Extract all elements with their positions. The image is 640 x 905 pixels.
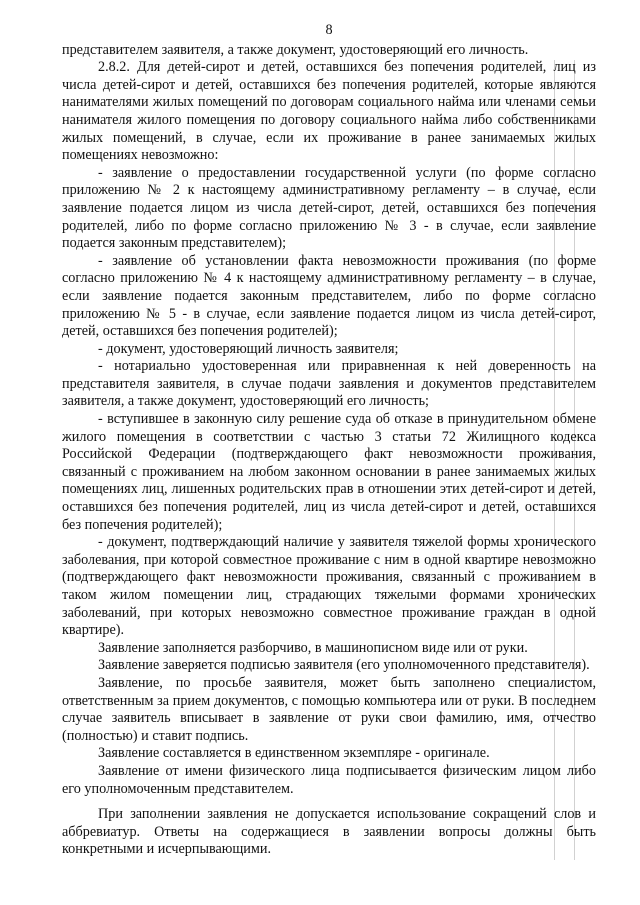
paragraph: - вступившее в законную силу решение суда об отказе в принудительном обмене жилого помещения в соответствии с частью 3 статьи 72 Жилищного кодекса Российской Федерации (подтверждающего факт невозможности проживания, связанный с проживанием на любом законном основании в ранее занимаемых жилых помещениях лиц, лишенных родительских прав в отношении этих детей-сирот и детей, оставшихся без попечения родителей, лиц из числа детей-сирот и детей, оставшихся без попечения родителей); bbox=[62, 411, 596, 533]
paragraph: представителем заявителя, а также документ, удостоверяющий его личность. bbox=[62, 41, 529, 58]
paragraph: - документ, подтверждающий наличие у заявителя тяжелой формы хронического заболевания, при которой совместное проживание с ним в одной квартире невозможно (подтверждающего факт невозможности проживания, связанный с проживанием в таком жилом помещении лиц, страдающих тяжелыми формами хронических заболеваний, при которых невозможно совместное проживание граждан в одной квартире). bbox=[62, 534, 596, 639]
paragraph: При заполнении заявления не допускается использование сокращений слов и аббревиатур. Ответы на содержащиеся в заявлении вопросы должны быть конкретными и исчерпывающими. bbox=[62, 806, 596, 858]
document-body bbox=[62, 42, 596, 859]
page-number: 8 bbox=[325, 22, 333, 38]
paragraph: 2.8.2. Для детей-сирот и детей, оставшихся без попечения родителей, лиц из числа детей-сирот и детей, оставшихся без попечения родителей, которые являются нанимателями жилых помещений по договорам социального найма или членами семьи нанимателя жилого помещения по договору социального найма либо собственниками жилых помещений, в случае, если их проживание в ранее занимаемых жилых помещениях невозможно: bbox=[62, 59, 596, 164]
paragraph: Заявление от имени физического лица подписывается физическим лицом либо его уполномоченным представителем. bbox=[62, 762, 596, 797]
paragraph: - заявление о предоставлении государственной услуги (по форме согласно приложению № 2 к настоящему административному регламенту – в случае, если заявление подается лицом из числа детей-сирот, детей, оставшихся без попечения родителей, либо по форме согласно приложению № 3 - в случае, если заявление подается законным представителем); bbox=[62, 164, 596, 252]
paragraph: - документ, удостоверяющий личность заявителя; bbox=[98, 340, 399, 357]
paragraph: Заявление, по просьбе заявителя, может быть заполнено специалистом, ответственным за прием документов, с помощью компьютера или от руки. В последнем случае заявитель вписывает в заявление от руки свои фамилию, имя, отчество (полностью) и ставит подпись. bbox=[62, 674, 596, 744]
paragraph: Заявление составляется в единственном экземпляре - оригинале. bbox=[98, 745, 490, 762]
document-page bbox=[62, 22, 596, 859]
paragraph: Заявление заполняется разборчиво, в машинописном виде или от руки. bbox=[98, 639, 528, 656]
paragraph: - нотариально удостоверенная или приравненная к ней доверенность на представителя заявителя, в случае подачи заявления и документов представителем заявителя, а также документ, удостоверяющий его личность; bbox=[62, 358, 596, 410]
paragraph: - заявление об установлении факта невозможности проживания (по форме согласно приложению № 4 к настоящему административному регламенту – в случае, если заявление подается законным представителем, либо по форме согласно приложению № 5 - в случае, если заявление подается лицом из числа детей-сирот, детей, оставшихся без попечения родителей); bbox=[62, 252, 596, 340]
paragraph: Заявление заверяется подписью заявителя (его уполномоченного представителя). bbox=[98, 657, 590, 674]
